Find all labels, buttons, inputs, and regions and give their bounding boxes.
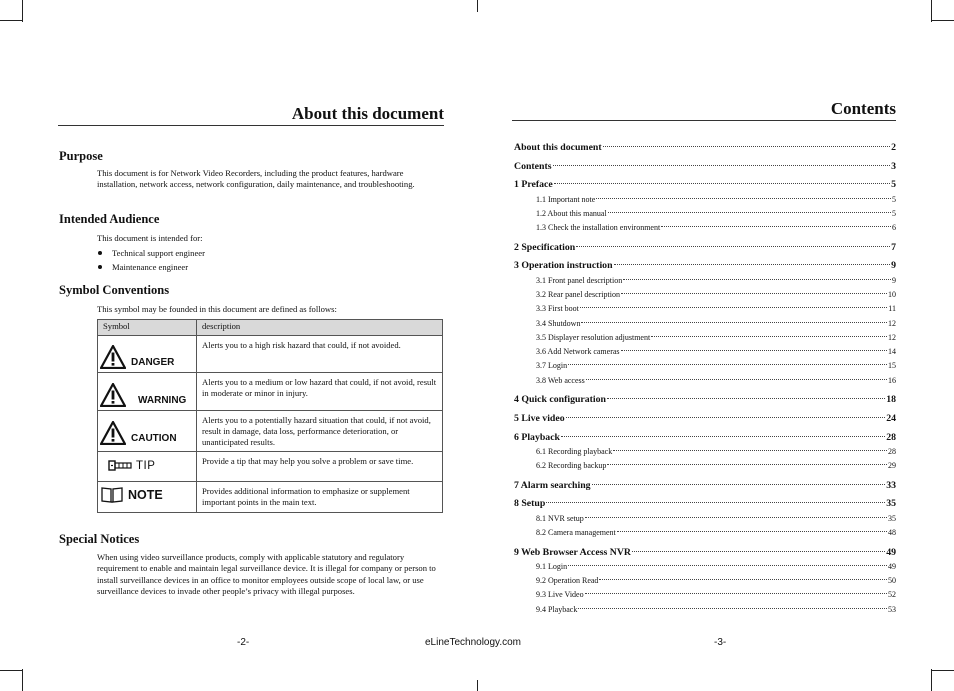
- toc-entry[interactable]: [514, 276, 896, 285]
- toc-entry-title: 2 Specification: [514, 241, 576, 253]
- toc-leader: [586, 379, 887, 380]
- audience-intro: This document is intended for:: [97, 233, 203, 243]
- toc-leader: [585, 593, 887, 594]
- toc-entry-page: 9: [892, 275, 896, 285]
- crop-mark: [477, 680, 478, 691]
- toc-entry-title: 3.7 Login: [536, 361, 568, 371]
- toc-leader: [553, 165, 891, 166]
- column-header-description: description: [197, 320, 443, 336]
- symbol-cell: [98, 411, 197, 452]
- toc-entry-title: 1 Preface: [514, 179, 553, 191]
- crop-mark: [932, 20, 954, 21]
- toc-leader: [621, 293, 887, 294]
- table-header-row: [98, 320, 443, 336]
- toc-entry-page: 9: [891, 260, 896, 272]
- toc-entry-title: 3 Operation instruction: [514, 260, 613, 272]
- toc-entry[interactable]: [514, 242, 896, 253]
- toc-entry-title: 8.1 NVR setup: [536, 513, 584, 523]
- toc-leader: [632, 551, 885, 552]
- crop-mark: [931, 669, 932, 691]
- toc-entry-page: 5: [892, 194, 896, 204]
- table-row: [98, 336, 443, 373]
- toc-entry[interactable]: [514, 562, 896, 571]
- toc-entry-title: 6 Playback: [514, 431, 560, 443]
- toc-entry[interactable]: [514, 304, 896, 313]
- crop-mark: [477, 0, 478, 12]
- toc-entry[interactable]: [514, 361, 896, 370]
- toc-entry-page: 11: [888, 304, 896, 314]
- toc-entry[interactable]: [514, 161, 896, 172]
- toc-leader: [581, 322, 887, 323]
- toc-entry-page: 5: [892, 208, 896, 218]
- toc-entry-page: 24: [886, 412, 896, 424]
- toc-entry-title: 1.2 About this manual: [536, 208, 607, 218]
- title-rule: [512, 120, 896, 121]
- danger-label: DANGER: [131, 357, 175, 369]
- toc-entry-title: 1.1 Important note: [536, 194, 596, 204]
- toc-leader: [651, 336, 887, 337]
- right-page: [512, 0, 896, 691]
- column-header-symbol: Symbol: [98, 320, 197, 336]
- warning-icon: [100, 383, 126, 407]
- toc-entry[interactable]: [514, 376, 896, 385]
- toc-leader: [603, 146, 890, 147]
- description-cell: Provides additional information to emphasize or supplement important points in the main text.: [197, 482, 443, 513]
- toc-entry-page: 35: [886, 498, 896, 510]
- toc-entry[interactable]: [514, 394, 896, 405]
- toc-entry-page: 15: [888, 361, 896, 371]
- toc-leader: [613, 450, 887, 451]
- caution-icon: [100, 421, 126, 445]
- table-row: [98, 411, 443, 452]
- toc-leader: [568, 364, 887, 365]
- toc-entry-title: About this document: [514, 142, 602, 153]
- symbol-cell: [98, 373, 197, 411]
- symbol-cell: [98, 336, 197, 373]
- purpose-heading: Purpose: [59, 149, 103, 163]
- toc-entry-page: 3: [891, 160, 896, 172]
- toc-entry[interactable]: [514, 590, 896, 599]
- toc-entry-title: Contents: [514, 160, 552, 172]
- toc-entry[interactable]: [514, 461, 896, 470]
- toc-leader: [580, 307, 887, 308]
- contents-title: Contents: [830, 99, 896, 118]
- toc-entry-page: 14: [888, 347, 896, 357]
- toc-leader: [617, 531, 887, 532]
- list-item: Technical support engineer: [97, 246, 205, 260]
- toc-entry[interactable]: [514, 447, 896, 456]
- toc-leader: [561, 436, 885, 437]
- toc-entry-title: 7 Alarm searching: [514, 479, 591, 491]
- toc-entry[interactable]: [514, 319, 896, 328]
- crop-mark: [932, 670, 954, 671]
- toc-leader: [596, 198, 891, 199]
- toc-entry-page: 50: [888, 576, 896, 586]
- page-title: About this document: [291, 104, 444, 123]
- toc-entry-title: 3.5 Displayer resolution adjustment: [536, 332, 651, 342]
- conventions-heading: Symbol Conventions: [59, 283, 170, 297]
- toc-leader: [661, 226, 891, 227]
- danger-icon: [100, 345, 126, 369]
- toc-leader: [546, 502, 885, 503]
- toc-entry-page: 49: [888, 561, 896, 571]
- toc-entry[interactable]: [514, 432, 896, 443]
- toc-leader: [592, 484, 886, 485]
- page-number: -3-: [714, 637, 727, 648]
- toc-entry[interactable]: [514, 333, 896, 342]
- toc-entry-title: 8.2 Camera management: [536, 527, 616, 537]
- toc-entry-page: 33: [886, 479, 896, 491]
- symbol-table: [97, 319, 443, 513]
- symbol-cell: [98, 482, 197, 513]
- toc-entry-title: 1.3 Check the installation environment: [536, 223, 661, 233]
- toc-leader: [614, 264, 891, 265]
- symbol-cell: [98, 452, 197, 482]
- toc-entry[interactable]: [514, 290, 896, 299]
- toc-entry-title: 9.3 Live Video: [536, 590, 584, 600]
- note-icon: [100, 486, 124, 504]
- toc-entry-title: 6.1 Recording playback: [536, 446, 613, 456]
- crop-mark: [22, 669, 23, 691]
- toc-entry-page: 49: [886, 546, 896, 558]
- audience-list: [97, 246, 205, 274]
- toc-entry[interactable]: [514, 209, 896, 218]
- toc-entry-page: 52: [888, 590, 896, 600]
- notices-heading: Special Notices: [59, 532, 140, 546]
- page-number: -2-: [237, 637, 250, 648]
- toc-entry-page: 12: [888, 318, 896, 328]
- toc-leader: [576, 246, 890, 247]
- crop-mark: [0, 20, 22, 21]
- toc-entry[interactable]: [514, 576, 896, 585]
- purpose-text: This document is for Network Video Recorders, including the product features, hardware installation, network access, network configuration, daily maintenance, and troubleshooting.: [97, 168, 415, 190]
- conventions-intro: This symbol may be founded in this document are defined as follows:: [97, 304, 337, 314]
- toc-entry-page: 16: [888, 375, 896, 385]
- toc-entry-page: 7: [891, 241, 896, 253]
- toc-leader: [599, 579, 887, 580]
- description-cell: Alerts you to a potentially hazard situation that could, if not avoid, result in damage, data loss, performance deterioration, or unanticipated results.: [197, 411, 443, 452]
- toc-entry-title: 3.2 Rear panel description: [536, 289, 620, 299]
- toc-entry[interactable]: [514, 347, 896, 356]
- toc-leader: [623, 279, 891, 280]
- toc-entry[interactable]: [514, 413, 896, 424]
- tip-icon: [108, 459, 132, 473]
- description-cell: Alerts you to a high risk hazard that could, if not avoided.: [197, 336, 443, 373]
- toc-entry-page: 35: [888, 513, 896, 523]
- toc-entry[interactable]: [514, 514, 896, 523]
- toc-leader: [566, 417, 886, 418]
- crop-mark: [22, 0, 23, 22]
- table-row: [98, 482, 443, 513]
- toc-entry-page: 6: [892, 223, 896, 233]
- description-cell: Provide a tip that may help you solve a problem or save time.: [197, 452, 443, 482]
- toc-entry-page: 48: [888, 527, 896, 537]
- toc-entry[interactable]: [514, 605, 896, 614]
- toc-entry-title: 3.4 Shutdown: [536, 318, 581, 328]
- crop-mark: [0, 670, 22, 671]
- toc-leader: [607, 464, 887, 465]
- toc-entry-page: 2: [891, 142, 896, 153]
- toc-entry-title: 3.6 Add Network cameras: [536, 347, 620, 357]
- crop-mark: [931, 0, 932, 22]
- toc-leader: [608, 212, 891, 213]
- table-row: [98, 373, 443, 411]
- table-row: [98, 452, 443, 482]
- notices-text: When using video surveillance products, comply with applicable statutory and regulatory requirement to enable and maintain legal surveillance device. It is illegal for company or person to install surveillance devices in an office to monitor employees outside scope of local law, or use surveillance devices to invade other people’s privacy with illegal purposes.: [97, 552, 436, 596]
- tip-label: TIP: [136, 459, 156, 472]
- toc-entry-page: 12: [888, 332, 896, 342]
- list-item: Maintenance engineer: [97, 260, 205, 274]
- toc-entry-page: 18: [886, 394, 896, 406]
- description-cell: Alerts you to a medium or low hazard that could, if not avoid, result in moderate or minor in injury.: [197, 373, 443, 411]
- toc-entry[interactable]: [514, 195, 896, 204]
- toc-entry[interactable]: [514, 498, 896, 509]
- toc-leader: [621, 350, 887, 351]
- toc-entry-page: 5: [891, 179, 896, 191]
- audience-heading: Intended Audience: [59, 212, 160, 226]
- toc-leader: [607, 398, 885, 399]
- toc-entry-page: 28: [886, 431, 896, 443]
- toc-entry[interactable]: [514, 528, 896, 537]
- title-rule: [58, 125, 444, 126]
- left-page: [58, 0, 444, 691]
- toc-entry-title: 6.2 Recording backup: [536, 461, 607, 471]
- toc-leader: [554, 183, 890, 184]
- footer-brand: eLineTechnology.com: [425, 637, 521, 648]
- toc-entry-title: 5 Live video: [514, 412, 565, 424]
- toc-entry-page: 28: [888, 446, 896, 456]
- toc-entry[interactable]: [514, 260, 896, 271]
- toc-entry-title: 9.1 Login: [536, 561, 568, 571]
- toc-entry-title: 3.1 Front panel description: [536, 275, 623, 285]
- toc-entry-title: 8 Setup: [514, 498, 546, 510]
- warning-label: WARNING: [138, 395, 187, 407]
- toc-entry-title: 3.8 Web access: [536, 375, 585, 385]
- toc-leader: [568, 565, 887, 566]
- toc-entry-page: 10: [888, 289, 896, 299]
- toc-entry-title: 4 Quick configuration: [514, 394, 606, 406]
- toc-entry[interactable]: [514, 223, 896, 232]
- toc-entry[interactable]: [514, 142, 896, 153]
- toc-entry-title: 9.2 Operation Read: [536, 576, 599, 586]
- toc-entry-title: 9.4 Playback: [536, 604, 578, 614]
- toc-entry-page: 53: [888, 604, 896, 614]
- note-label: NOTE: [128, 487, 163, 502]
- toc-entry-title: 9 Web Browser Access NVR: [514, 546, 632, 558]
- caution-label: CAUTION: [131, 433, 177, 445]
- toc-entry[interactable]: [514, 179, 896, 190]
- toc-entry-page: 29: [888, 461, 896, 471]
- toc-leader: [585, 517, 887, 518]
- toc-entry[interactable]: [514, 480, 896, 491]
- toc-entry-title: 3.3 First boot: [536, 304, 579, 314]
- toc-leader: [578, 608, 887, 609]
- toc-entry[interactable]: [514, 547, 896, 558]
